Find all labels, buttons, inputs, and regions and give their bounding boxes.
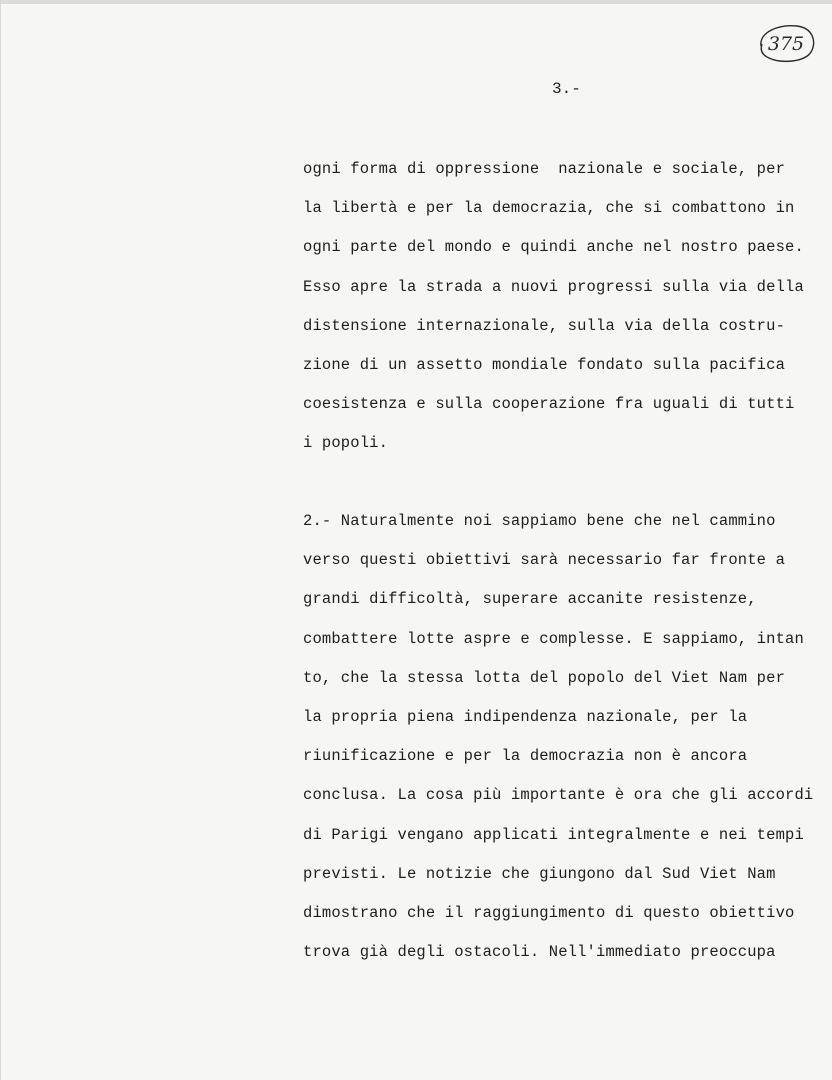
- text-line: trova già degli ostacoli. Nell'immediato preoccupa: [303, 943, 776, 962]
- text-line: ogni parte del mondo e quindi anche nel nostro paese.: [303, 238, 804, 257]
- text-line: i popoli.: [303, 434, 389, 453]
- paper-edge: [1, 0, 832, 4]
- text-line: zione di un assetto mondiale fondato sulla pacifica: [303, 355, 786, 374]
- text-line: di Parigi vengano applicati integralmente e nei tempi: [303, 825, 804, 844]
- text-line: dimostrano che il raggiungimento di questo obiettivo: [303, 903, 795, 922]
- page-number: 3.-: [552, 80, 581, 98]
- text-line: conclusa. La cosa più importante è ora che gli accordi: [303, 786, 814, 805]
- paragraph-2: [303, 502, 832, 972]
- text-line: to, che la stessa lotta del popolo del Viet Nam per: [303, 668, 786, 687]
- handwritten-page-seal: [753, 20, 819, 66]
- text-line: 2.- Naturalmente noi sappiamo bene che nel cammino: [303, 512, 776, 530]
- text-line: la libertà e per la democrazia, che si combattono in: [303, 199, 795, 218]
- text-line: combattere lotte aspre e complesse. E sappiamo, intan: [303, 629, 804, 648]
- text-line: distensione internazionale, sulla via della costru-: [303, 316, 786, 335]
- svg-text:375: 375: [767, 33, 805, 55]
- text-line: previsti. Le notizie che giungono dal Sud Viet Nam: [303, 864, 776, 883]
- text-line: Esso apre la strada a nuovi progressi sulla via della: [303, 277, 804, 296]
- text-line: riunificazione e per la democrazia non è ancora: [303, 747, 748, 766]
- text-line: ogni forma di oppressione nazionale e sociale, per: [303, 160, 786, 178]
- text-line: verso questi obiettivi sarà necessario far fronte a: [303, 551, 786, 570]
- text-line: coesistenza e sulla cooperazione fra uguali di tutti: [303, 395, 795, 414]
- text-line: la propria piena indipendenza nazionale, per la: [303, 707, 748, 726]
- text-line: grandi difficoltà, superare accanite resistenze,: [303, 590, 757, 609]
- paragraph-1: [303, 150, 832, 464]
